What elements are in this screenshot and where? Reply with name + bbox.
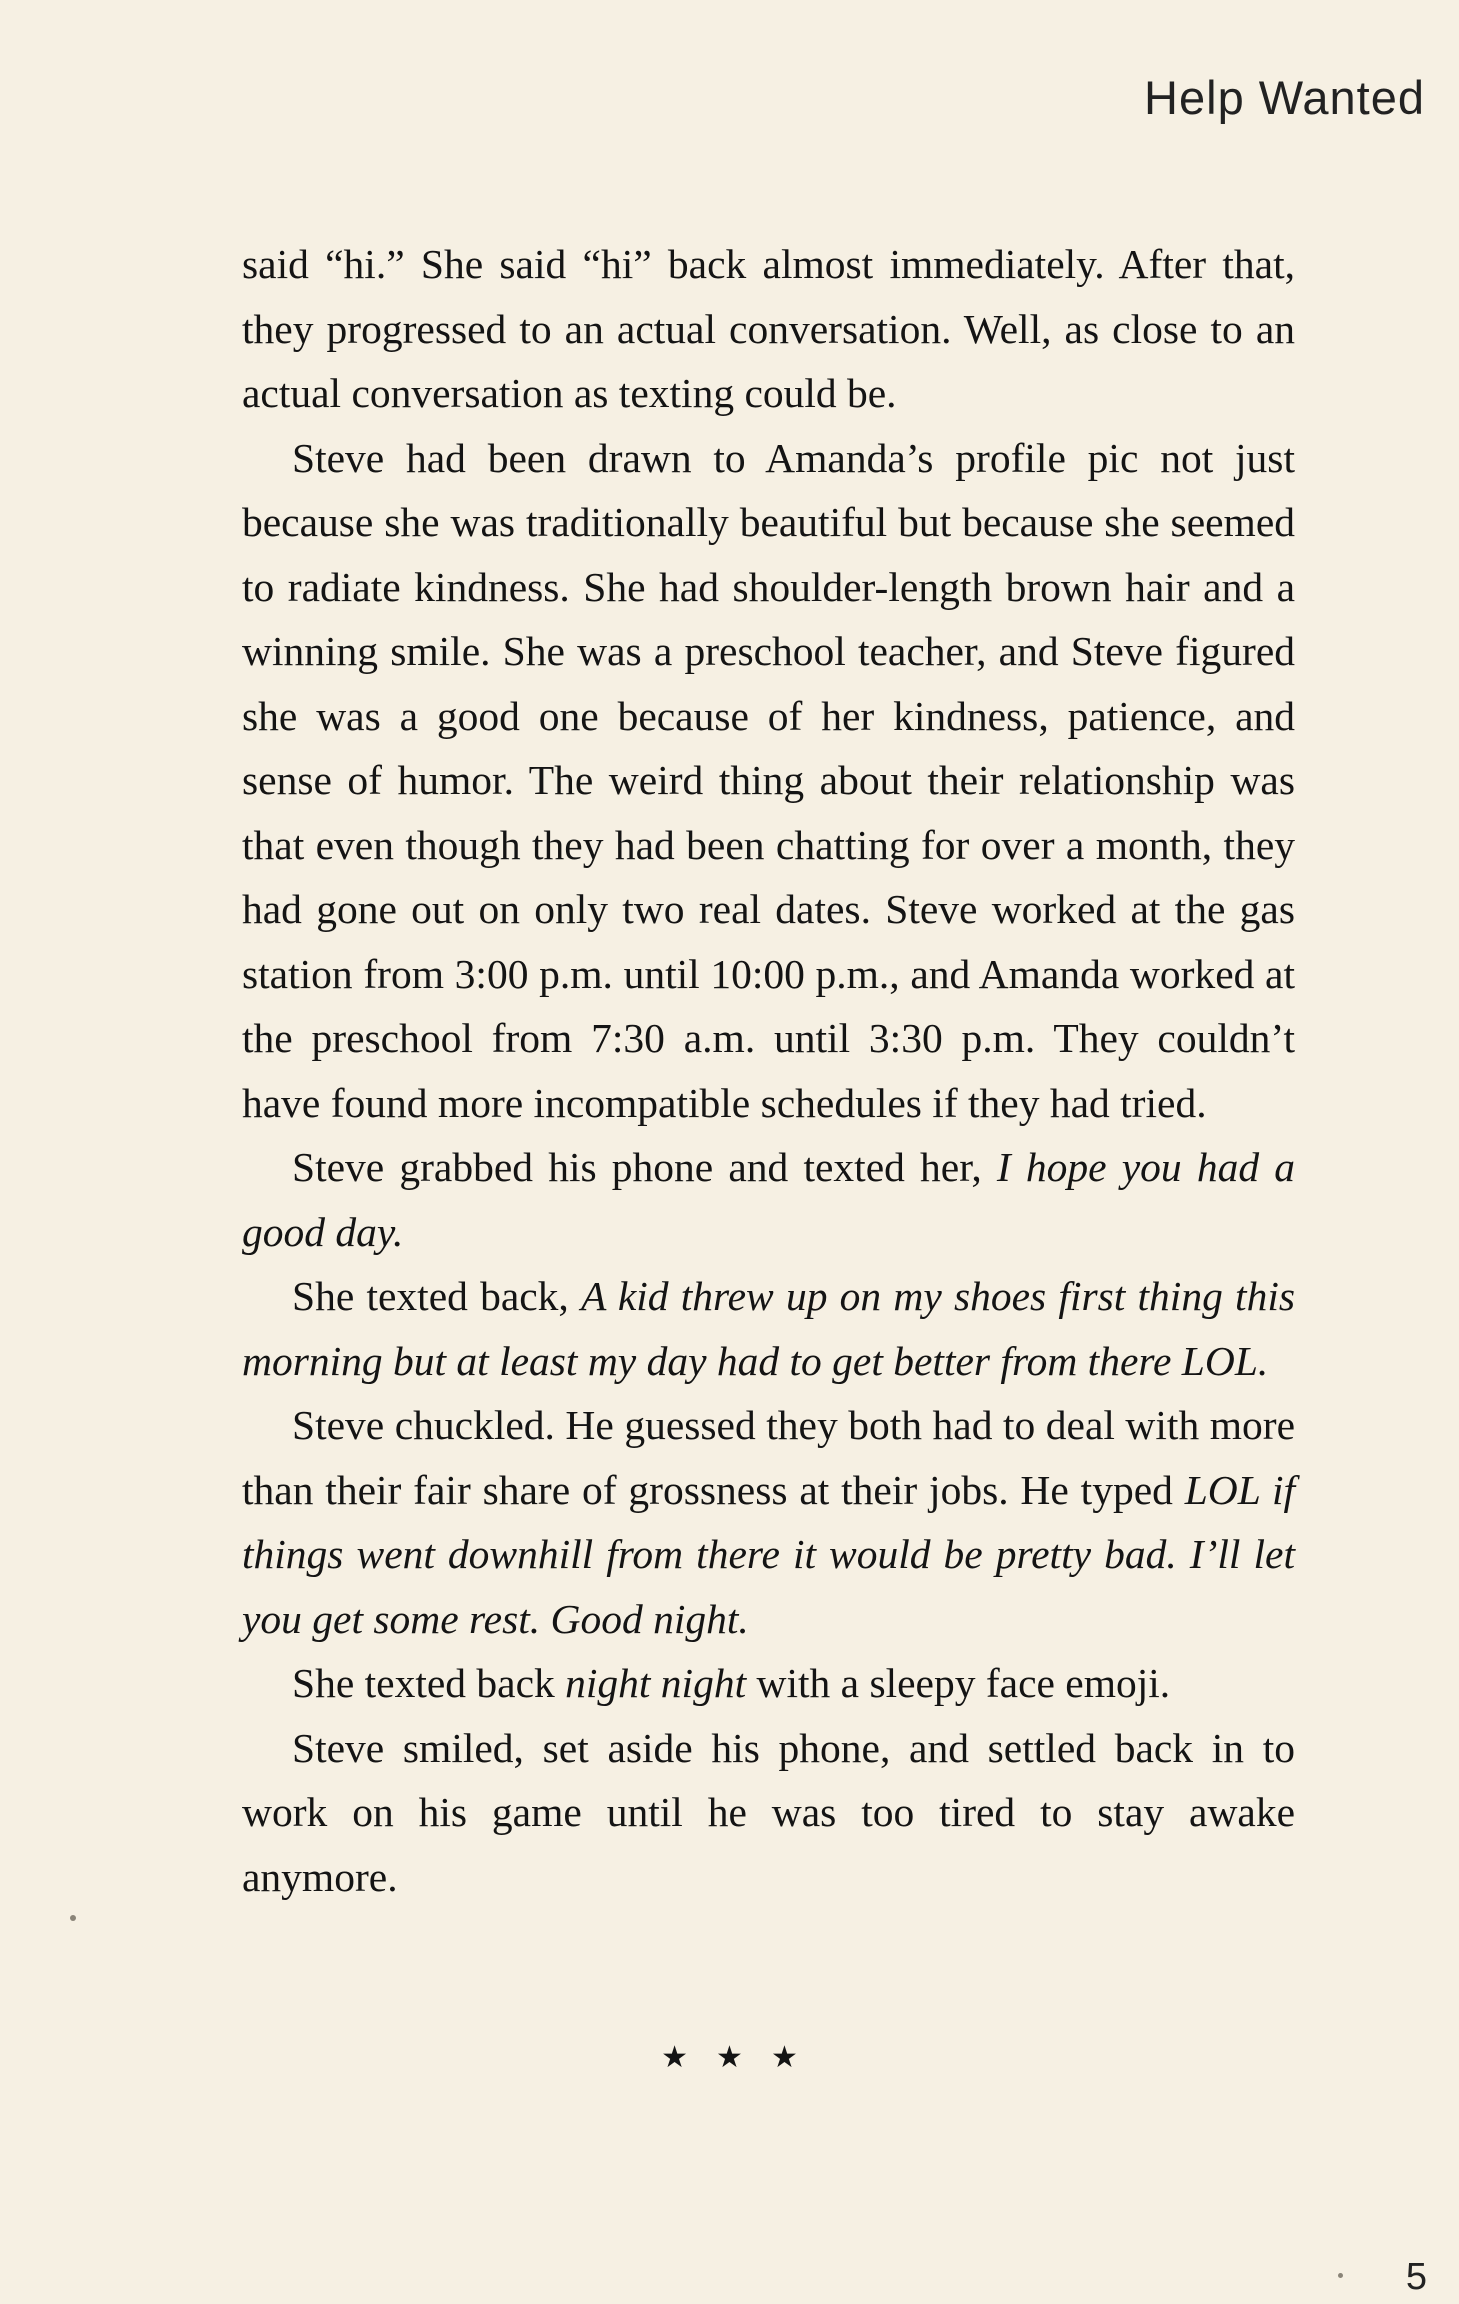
- paragraph: [242, 232, 1295, 426]
- paragraph: [242, 1135, 1295, 1264]
- text-segment: Steve had been drawn to Amanda’s profile pic not just because she was traditionally beautiful but because she seemed to radiate kindness. She had shoulder-length brown hair and a winning smile. She was a preschool teacher, and Steve figured she was a good one because of her kindness, patience, and sense of humor. The weird thing about their relationship was that even though they had been chatting for over a month, they had gone out on only two real dates. Steve worked at the gas station from 3:00 p.m. until 10:00 p.m., and Amanda worked at the preschool from 7:30 a.m. until 3:30 p.m. They couldn’t have found more incompatible schedules if they had tried.: [242, 434, 1295, 1126]
- page-number: 5: [1405, 2256, 1427, 2298]
- text-segment: Steve smiled, set aside his phone, and settled back in to work on his game until he was too tired to stay awake anymore.: [242, 1724, 1295, 1900]
- italic-text-segment: A kid threw up on my shoes first thing this morning but at least my day had to get better from there LOL.: [242, 1273, 1295, 1384]
- italic-text-segment: I hope you had a good day.: [242, 1144, 1295, 1255]
- text-segment: said “hi.” She said “hi” back almost immediately. After that, they progressed to an actual conversation. Well, as close to an actual conversation as texting could be.: [242, 241, 1295, 416]
- text-segment: Steve grabbed his phone and texted her,: [292, 1144, 997, 1190]
- body-text: [242, 232, 1295, 1909]
- text-segment: She texted back: [292, 1660, 566, 1706]
- text-segment: She texted back,: [292, 1273, 582, 1319]
- print-speck: [70, 1915, 76, 1921]
- section-break: ★★★: [661, 2040, 826, 2075]
- running-header: Help Wanted: [1144, 71, 1425, 124]
- paragraph: [242, 1393, 1295, 1651]
- paragraph: [242, 1264, 1295, 1393]
- print-speck: [1338, 2273, 1343, 2278]
- paragraph: [242, 426, 1295, 1136]
- italic-text-segment: night night: [565, 1660, 747, 1706]
- paragraph: [242, 1716, 1295, 1910]
- paragraph: [242, 1651, 1295, 1716]
- text-segment: with a sleepy face emoji.: [746, 1660, 1171, 1706]
- italic-text-segment: LOL if things went downhill from there it would be pretty bad. I’ll let you get some rest. Good night.: [242, 1466, 1296, 1642]
- text-segment: Steve chuckled. He guessed they both had to deal with more than their fair share of grossness at their jobs. He typed: [242, 1402, 1295, 1513]
